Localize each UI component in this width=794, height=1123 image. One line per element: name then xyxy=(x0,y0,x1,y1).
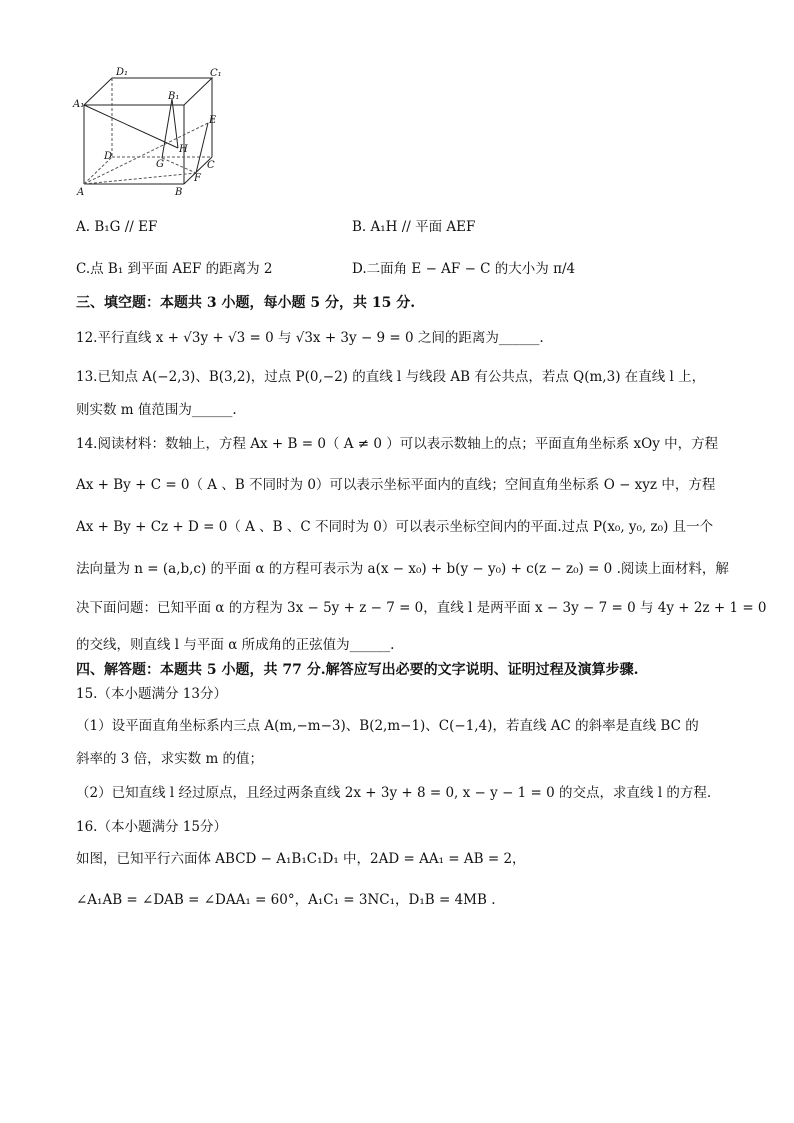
option-a: A. B₁G // EF xyxy=(76,219,158,235)
section3-heading: 三、填空题：本题共 3 小题，每小题 5 分，共 15 分. xyxy=(76,295,416,311)
section4-heading: 四、解答题：本题共 5 小题，共 77 分.解答应写出必要的文字说明、证明过程及演算步骤. xyxy=(76,662,639,678)
question-16-title: 16.（本小题满分 15分） xyxy=(76,819,227,835)
label-A: A xyxy=(77,187,85,198)
question-15-part1-line1: （1）设平面直角坐标系内三点 A(m,−m−3)、B(2,m−1)、C(−1,4)，若直线 AC 的斜率是直线 BC 的 xyxy=(76,718,699,734)
label-C: C xyxy=(207,160,215,171)
option-b: B. A₁H // 平面 AEF xyxy=(352,219,476,235)
label-A1: A₁ xyxy=(73,99,85,110)
question-14-line6: 的交线，则直线 l 与平面 α 所成角的正弦值为______. xyxy=(76,637,395,653)
question-14-line1: 14.阅读材料：数轴上，方程 Ax + B = 0（ A ≠ 0 ）可以表示数轴上的点；平面直角坐标系 xOy 中，方程 xyxy=(76,436,719,452)
label-D1: D₁ xyxy=(116,67,129,78)
question-16-line2: ∠A₁AB = ∠DAB = ∠DAA₁ = 60°，A₁C₁ = 3NC₁，D₁B = 4MB . xyxy=(76,892,496,908)
question-15-title: 15.（本小题满分 13分） xyxy=(76,686,227,702)
question-14-line5: 决下面问题：已知平面 α 的方程为 3x − 5y + z − 7 = 0，直线 l 是两平面 x − 3y − 7 = 0 与 4y + 2z + 1 = 0 xyxy=(76,600,767,616)
question-13-line1: 13.已知点 A(−2,3)、B(3,2)，过点 P(0,−2) 的直线 l 与线段 AB 有公共点，若点 Q(m,3) 在直线 l 上， xyxy=(76,369,706,385)
label-F: F xyxy=(194,173,201,184)
question-14-line3: Ax + By + Cz + D = 0（ A 、B 、C 不同时为 0）可以表示坐标空间内的平面.过点 P(x₀, y₀, z₀) 且一个 xyxy=(76,519,714,535)
question-14-line2: Ax + By + C = 0（ A 、B 不同时为 0）可以表示坐标平面内的直线；空间直角坐标系 O − xyz 中，方程 xyxy=(76,477,716,493)
cube-figure xyxy=(70,66,230,198)
question-12: 12.平行直线 x + √3y + √3 = 0 与 √3x + 3y − 9 = 0 之间的距离为______. xyxy=(76,330,544,346)
question-15-part1-line2: 斜率的 3 倍，求实数 m 的值； xyxy=(76,751,264,767)
label-B: B xyxy=(175,187,183,198)
cube-diagram xyxy=(70,66,230,198)
question-16-line1: 如图，已知平行六面体 ABCD − A₁B₁C₁D₁ 中，2AD = AA₁ = AB = 2， xyxy=(76,851,526,867)
label-E: E xyxy=(209,115,217,126)
question-13-line2: 则实数 m 值范围为______. xyxy=(76,402,237,418)
option-c: C.点 B₁ 到平面 AEF 的距离为 2 xyxy=(76,261,273,277)
label-D: D xyxy=(104,151,113,162)
label-C1: C₁ xyxy=(210,68,222,79)
option-d: D.二面角 E − AF − C 的大小为 π/4 xyxy=(352,261,576,277)
question-15-part2: （2）已知直线 l 经过原点，且经过两条直线 2x + 3y + 8 = 0, x − y − 1 = 0 的交点，求直线 l 的方程. xyxy=(76,785,712,801)
label-G: G xyxy=(156,159,164,170)
question-14-line4: 法向量为 n = (a,b,c) 的平面 α 的方程可表示为 a(x − x₀) + b(y − y₀) + c(z − z₀) = 0 .阅读上面材料，解 xyxy=(76,561,729,577)
label-B1: B₁ xyxy=(168,91,180,102)
label-H: H xyxy=(179,144,188,155)
